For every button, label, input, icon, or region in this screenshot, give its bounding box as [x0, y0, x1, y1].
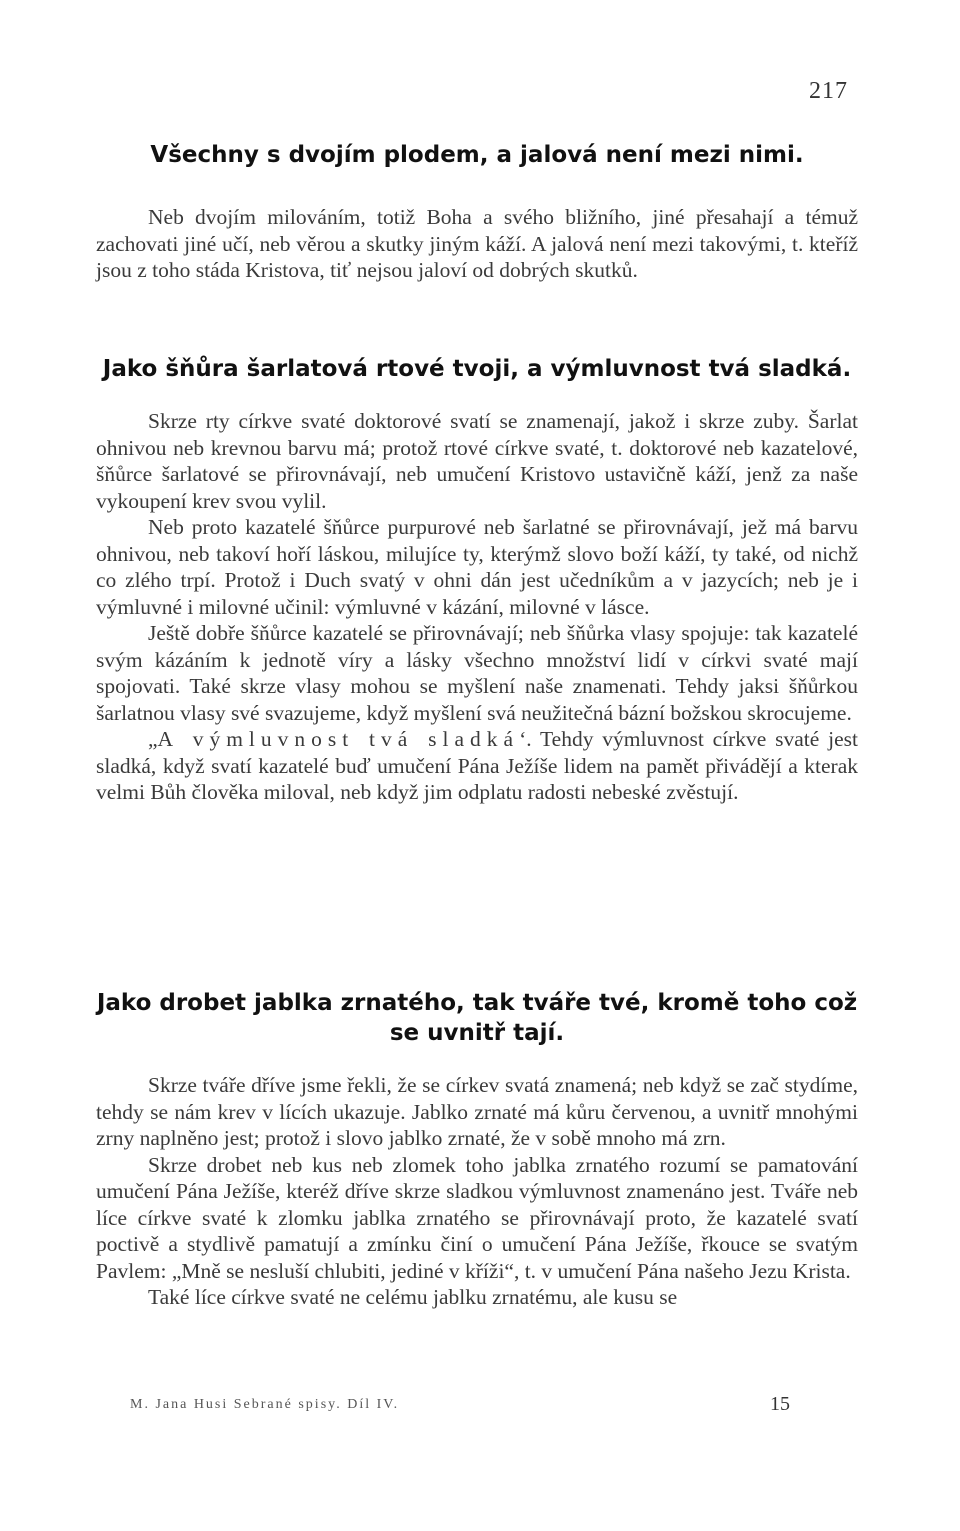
- quote-open: „: [148, 727, 158, 751]
- paragraph: Skrze rty církve svaté doktorové svatí se znamenají, jakož i skrze zuby. Šarlat ohnivou neb krevnou barvu má; protož rtové církve svaté, t. doktorové neb kazatelové, šňůrce šarlatové se přirovnávají, neb umučení Kristovo ustavičně káží, jenž za naše vykoupení krev svou vylil.: [96, 409, 858, 513]
- paragraph-rest: Tehdy výmluvnost církve svaté jest sladká, když svatí kazatelé buď umučení Pána Ježíše lidem na pamět přivádějí a kterak velmi Bůh člověka miloval, neb když jim odplatu radosti nebeské zvěstují.: [96, 727, 858, 804]
- section-heading: Jako drobet jablka zrnatého, tak tváře tvé, kromě toho což se uvnitř tají.: [96, 990, 858, 1046]
- section-heading: Jako šňůra šarlatová rtové tvoji, a výmluvnost tvá sladká.: [102, 356, 852, 382]
- footer-signature: M. Jana Husi Sebrané spisy. Díl IV.: [130, 1397, 400, 1412]
- paragraph: Skrze drobet neb kus neb zlomek toho jablka zrnatého rozumí se pamatování umučení Pána Ježíše, kteréž dříve skrze sladkou výmluvnost znamenáno jest. Tváře neb líce církve svaté k zlomku jablka zrnatého se přirovnávají proto, že kazatelé svatí poctivě a stydlivě pamatují a zmínku činí o umučení Pána Ježíše, řkouce se svatým Pavlem: „Mně se nesluší chlubiti, jediné v kříži“, t. v umučení Pána našeho Jezu Krista.: [96, 1152, 858, 1283]
- paragraph: Neb dvojím milováním, totiž Boha a svého bližního, jiné přesahají a témuž zachovati jiné učí, neb věrou a skutky jiným káží. A jalová není mezi takovými, t. kteříž jsou z toho stáda Kristova, tiť nejsou jaloví od dobrých skutků.: [96, 205, 858, 282]
- section-2: [96, 354, 858, 806]
- footer-sheet-number: 15: [770, 1393, 790, 1415]
- section-3: [96, 988, 858, 1311]
- section-1: [96, 140, 858, 284]
- page-number: 217: [809, 78, 848, 104]
- section-heading: Všechny s dvojím plodem, a jalová není mezi nimi.: [150, 142, 804, 168]
- spaced-quote: A výmluvnost tvá sladká: [157, 727, 520, 751]
- paragraph: Neb proto kazatelé šňůrce purpurové neb šarlatné se přirovnávají, jež má barvu ohnivou, neb takoví hoří láskou, milujíce ty, kterýmž slovo boží káží, ty také, od nichž co zlého trpí. Protož i Duch svatý v ohni dán jest učedníkům a v jazycích; neb je i výmluvné i milovné učinil: výmluvné v kázání, milovné v lásce.: [96, 515, 858, 619]
- paragraph: Ještě dobře šňůrce kazatelé se přirovnávají; neb šňůrka vlasy spojuje: tak kazatelé svým kázáním k jednotě víry a lásky všechno množství lidí v církvi svaté mají spojovati. Také skrze vlasy mohou se myšlení naše znamenati. Tehdy jaksi šňůrkou šarlatnou vlasy své svazujeme, když myšlení svá neužitečná bázní božskou skrocujeme.: [96, 621, 858, 725]
- paragraph: Skrze tváře dříve jsme řekli, že se církev svatá znamená; neb když se zač stydíme, tehdy se nám krev v lících ukazuje. Jablko zrnaté má kůru červenou, a uvnitř mnohými zrny naplněno jest; protož i slovo jablko zrnaté, že v sobě mnoho má zrn.: [96, 1073, 858, 1150]
- paragraph: Také líce církve svaté ne celému jablku zrnatému, ale kusu se: [148, 1285, 678, 1309]
- paragraph-with-quote: [96, 726, 858, 806]
- quote-close: ‘.: [519, 727, 532, 751]
